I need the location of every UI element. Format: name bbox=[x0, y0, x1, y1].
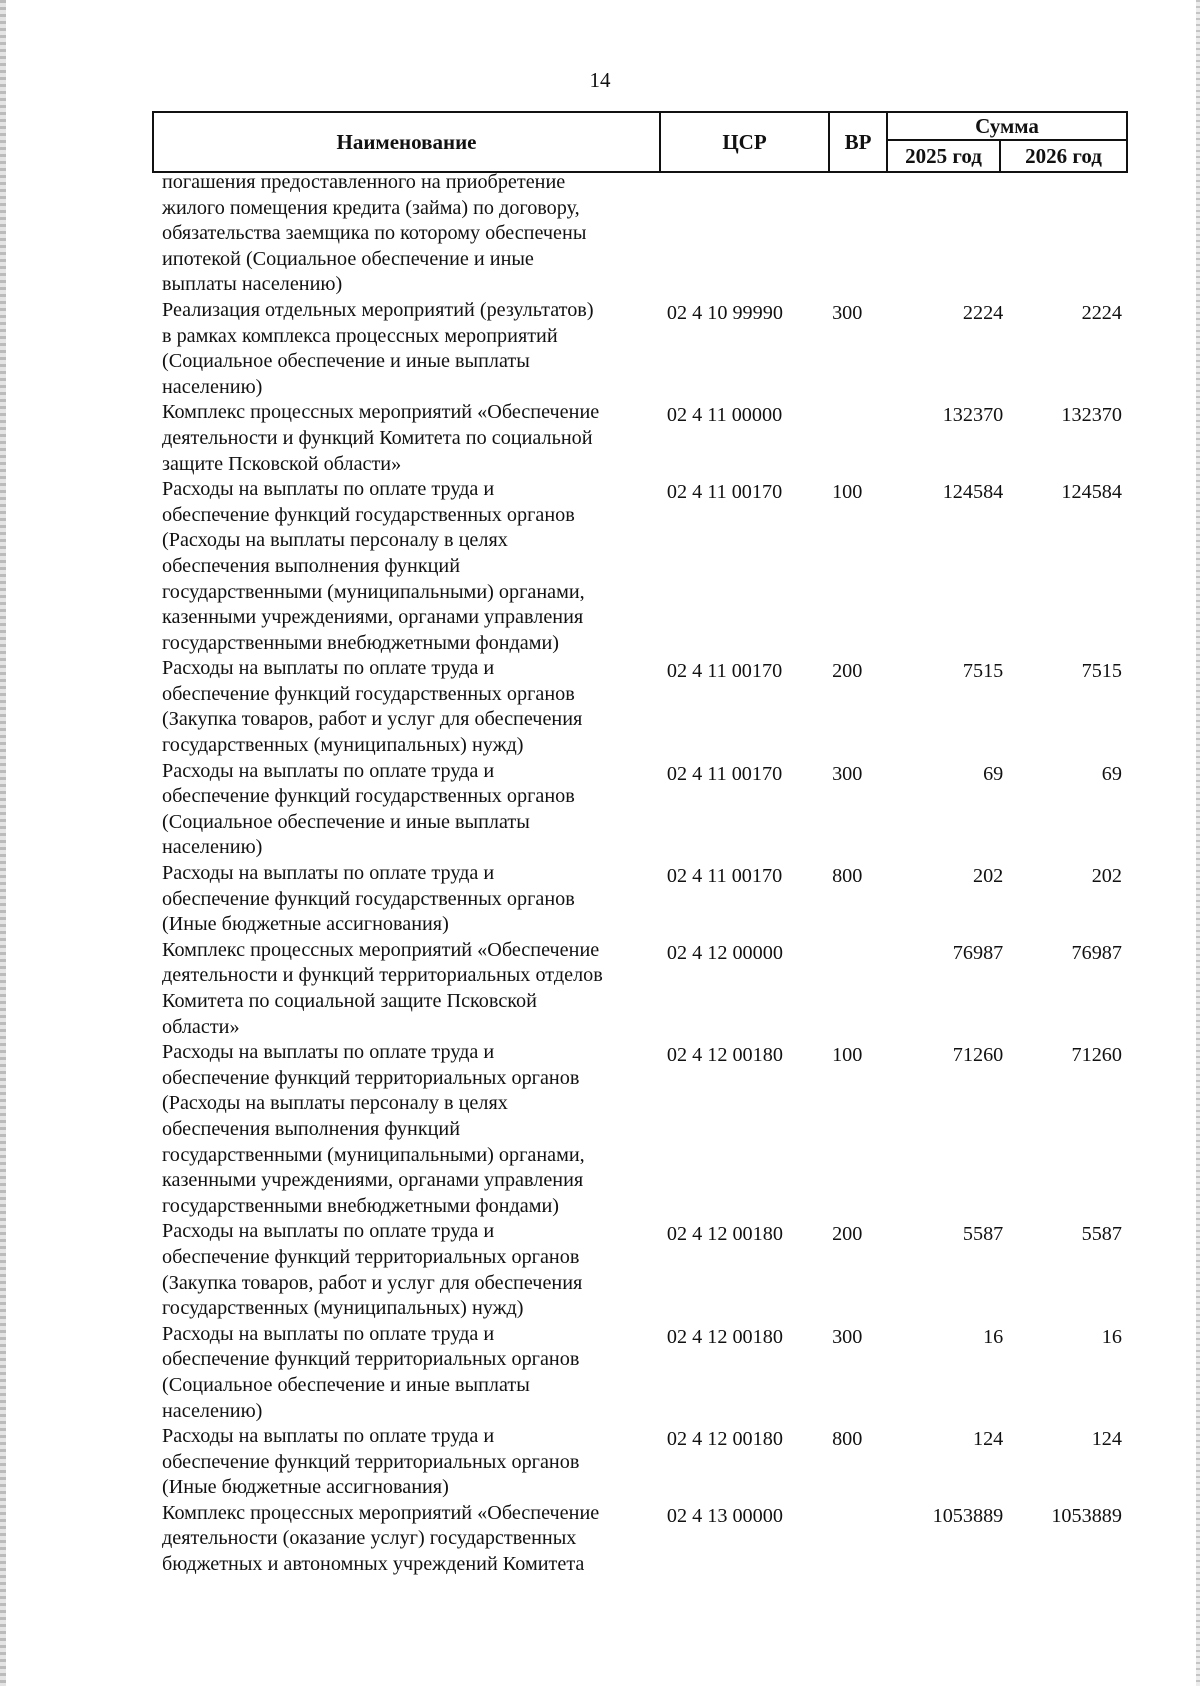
table-row bbox=[162, 938, 1122, 1040]
row-sum-2026: 16 bbox=[1101, 1325, 1122, 1348]
table-row bbox=[162, 1219, 1122, 1321]
table-row bbox=[162, 861, 1122, 938]
row-sum-2025: 76987 bbox=[952, 941, 1004, 964]
row-vr: 300 bbox=[832, 301, 863, 324]
row-name: Комплекс процессных мероприятий «Обеспечение деятельности и функций Комитета по социальной защите Псковской области» bbox=[162, 401, 600, 475]
row-sum-2025: 202 bbox=[972, 865, 1004, 888]
table-row bbox=[162, 298, 1122, 400]
row-vr bbox=[832, 938, 875, 941]
row-sum-2026: 71260 bbox=[1071, 1044, 1122, 1067]
row-name: Расходы на выплаты по оплате труда и обеспечение функций государственных органов (Социальное обеспечение и иные выплаты населению) bbox=[162, 759, 575, 859]
row-name: Реализация отдельных мероприятий (результатов) в рамках комплекса процессных мероприятий (Социальное обеспечение и иные выплаты населению) bbox=[162, 298, 594, 398]
row-vr: 200 bbox=[832, 660, 863, 683]
row-name: Расходы на выплаты по оплате труда и обеспечение функций территориальных органов (Иные бюджетные ассигнования) bbox=[162, 1425, 580, 1499]
row-csr: 02 4 12 00180 bbox=[666, 1044, 783, 1067]
table-row bbox=[162, 477, 1122, 656]
table-body bbox=[162, 170, 1122, 1578]
row-name: Расходы на выплаты по оплате труда и обеспечение функций государственных органов (Закупка товаров, работ и услуг для обеспечения государственных (муниципальных) нужд) bbox=[162, 657, 583, 757]
row-name: Комплекс процессных мероприятий «Обеспечение деятельности и функций территориальных отделов Комитета по социальной защите Псковской области» bbox=[162, 938, 603, 1038]
row-vr: 300 bbox=[832, 1325, 863, 1348]
table-header bbox=[152, 111, 1128, 173]
row-vr: 100 bbox=[832, 481, 863, 504]
row-csr: 02 4 11 00170 bbox=[666, 762, 783, 785]
scan-edge-left bbox=[0, 0, 6, 1686]
row-csr: 02 4 12 00180 bbox=[666, 1223, 783, 1246]
row-sum-2026: 124 bbox=[1091, 1428, 1122, 1451]
row-vr: 300 bbox=[832, 762, 863, 785]
row-name: Расходы на выплаты по оплате труда и обеспечение функций государственных органов (Иные бюджетные ассигнования) bbox=[162, 862, 575, 936]
header-name: Наименование bbox=[153, 112, 660, 172]
row-sum-2026: 2224 bbox=[1081, 301, 1122, 324]
row-sum-2026: 7515 bbox=[1081, 660, 1122, 683]
row-vr bbox=[832, 400, 875, 403]
scan-edge-right bbox=[1196, 0, 1200, 1686]
row-sum-2026: 76987 bbox=[1071, 941, 1122, 964]
row-sum-2025: 69 bbox=[983, 762, 1004, 785]
table-row bbox=[162, 1501, 1122, 1578]
table-row bbox=[162, 1424, 1122, 1501]
row-sum-2026: 69 bbox=[1101, 762, 1122, 785]
header-sum: Сумма bbox=[887, 112, 1127, 140]
row-vr: 800 bbox=[832, 865, 863, 888]
row-vr: 100 bbox=[832, 1044, 863, 1067]
page-number: 14 bbox=[589, 68, 611, 92]
table-row bbox=[162, 170, 1122, 298]
table-row bbox=[162, 400, 1122, 477]
row-sum-2026: 202 bbox=[1091, 865, 1122, 888]
row-sum-2026: 124584 bbox=[1061, 481, 1122, 504]
row-sum-2025: 2224 bbox=[962, 301, 1004, 324]
row-sum-2025: 71260 bbox=[952, 1044, 1004, 1067]
row-sum-2025: 5587 bbox=[962, 1223, 1004, 1246]
row-vr: 200 bbox=[832, 1223, 863, 1246]
table-row bbox=[162, 1322, 1122, 1424]
row-csr: 02 4 10 99990 bbox=[666, 301, 783, 324]
table-row bbox=[162, 656, 1122, 758]
header-year-2026: 2026 год bbox=[1000, 140, 1127, 172]
header-year-2025: 2025 год bbox=[887, 140, 1000, 172]
row-name: Расходы на выплаты по оплате труда и обеспечение функций государственных органов (Расходы на выплаты персоналу в целях обеспечения выполнения функций государственными (муниципальными) органами, казенными учреждениями, органами управления государственными внебюджетными фондами) bbox=[162, 478, 585, 654]
table-row bbox=[162, 759, 1122, 861]
row-sum-2025: 132370 bbox=[942, 404, 1004, 427]
row-sum-2026: 1053889 bbox=[1051, 1504, 1122, 1527]
row-csr: 02 4 11 00170 bbox=[666, 481, 783, 504]
row-sum-2026: 5587 bbox=[1081, 1223, 1122, 1246]
header-vr: ВР bbox=[829, 112, 887, 172]
row-name: Расходы на выплаты по оплате труда и обеспечение функций территориальных органов (Закупка товаров, работ и услуг для обеспечения государственных (муниципальных) нужд) bbox=[162, 1220, 583, 1320]
header-csr: ЦСР bbox=[660, 112, 829, 172]
row-csr: 02 4 11 00170 bbox=[666, 660, 783, 683]
row-name: Расходы на выплаты по оплате труда и обеспечение функций территориальных органов (Расходы на выплаты персоналу в целях обеспечения выполнения функций государственными (муниципальными) органами, казенными учреждениями, органами управления государственными внебюджетными фондами) bbox=[162, 1041, 585, 1217]
row-sum-2025: 7515 bbox=[962, 660, 1004, 683]
row-csr: 02 4 12 00180 bbox=[666, 1428, 783, 1451]
row-csr: 02 4 11 00000 bbox=[666, 404, 783, 427]
row-name: погашения предоставленного на приобретение жилого помещения кредита (займа) по договору, обязательства заемщика по которому обеспечены ипотекой (Социальное обеспечение и иные выплаты населению) bbox=[162, 171, 587, 296]
row-sum-2025: 16 bbox=[983, 1325, 1004, 1348]
row-csr: 02 4 12 00000 bbox=[666, 941, 783, 964]
row-name: Расходы на выплаты по оплате труда и обеспечение функций территориальных органов (Социальное обеспечение и иные выплаты населению) bbox=[162, 1322, 580, 1422]
row-sum-2025: 124584 bbox=[942, 481, 1004, 504]
row-sum-2026: 132370 bbox=[1061, 404, 1122, 427]
row-sum-2025: 124 bbox=[972, 1428, 1004, 1451]
table-row bbox=[162, 1040, 1122, 1219]
row-sum-2025: 1053889 bbox=[932, 1504, 1004, 1527]
row-name: Комплекс процессных мероприятий «Обеспечение деятельности (оказание услуг) государственных бюджетных и автономных учреждений Комитета bbox=[162, 1501, 600, 1576]
row-vr bbox=[832, 1501, 875, 1504]
row-csr: 02 4 13 00000 bbox=[666, 1504, 783, 1527]
row-csr: 02 4 12 00180 bbox=[666, 1325, 783, 1348]
row-vr: 800 bbox=[832, 1428, 863, 1451]
row-csr: 02 4 11 00170 bbox=[666, 865, 783, 888]
